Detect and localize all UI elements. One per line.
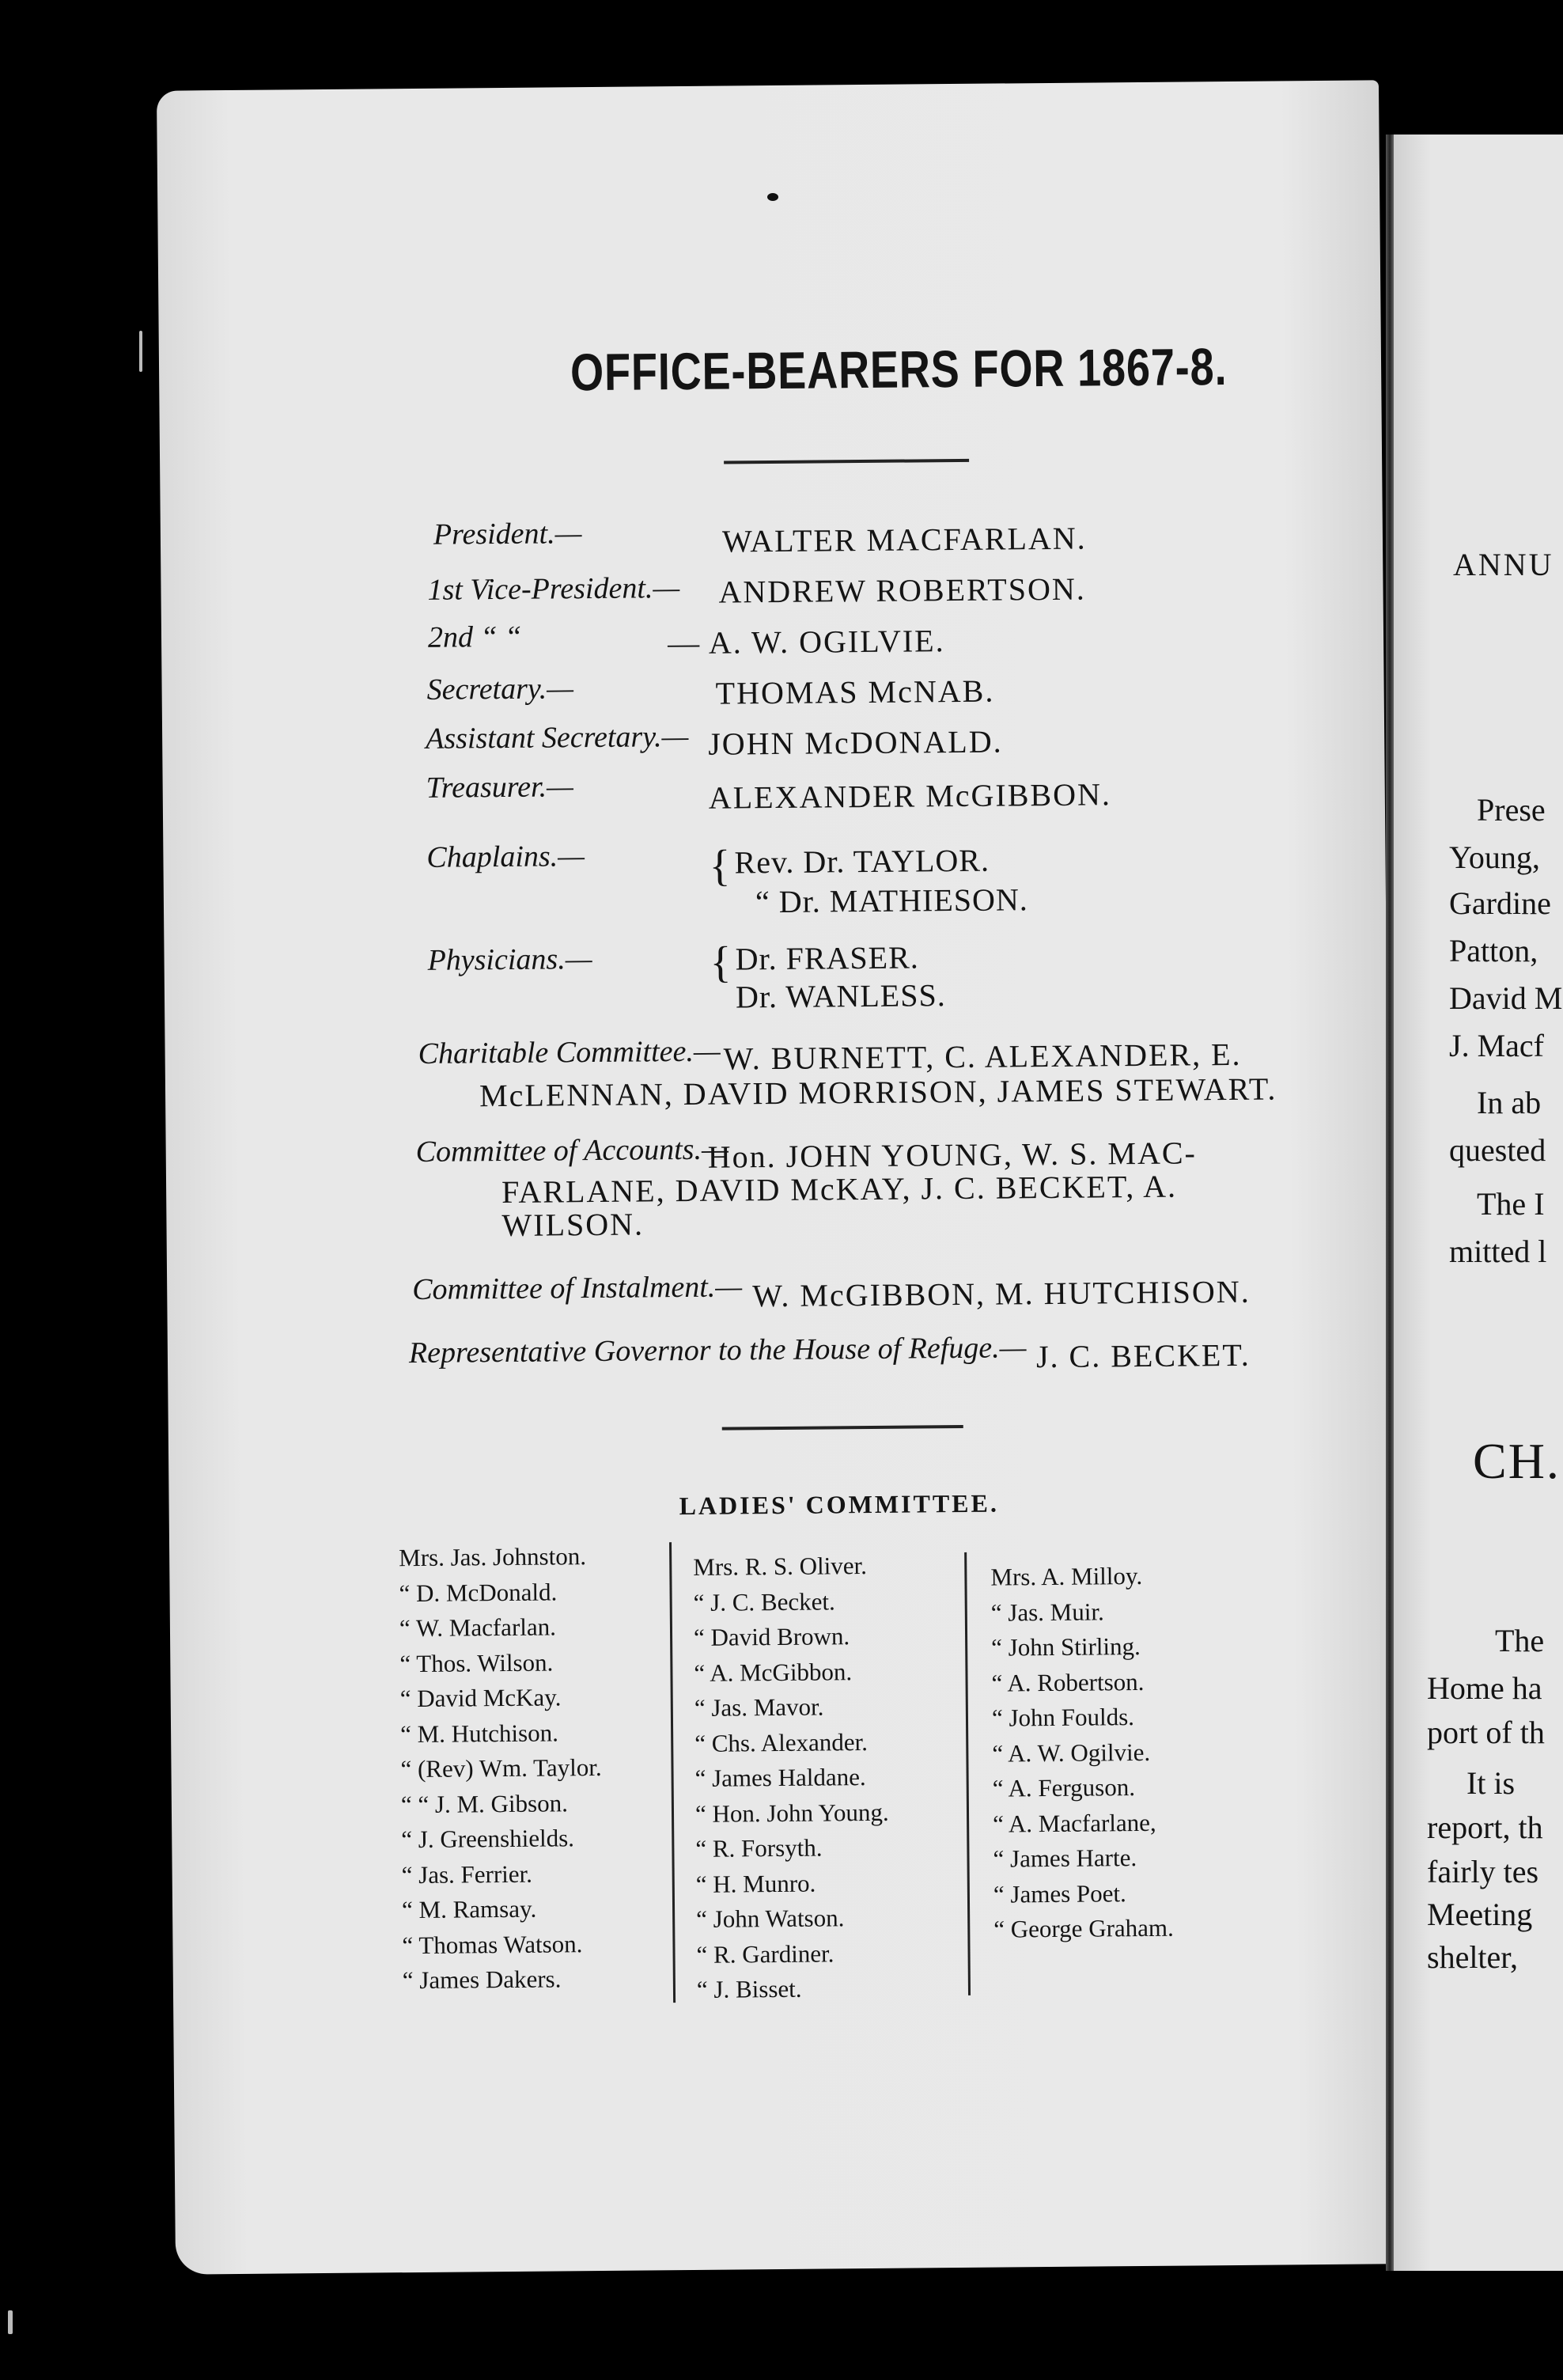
charitable-committee-label: Charitable Committee.—	[418, 1034, 721, 1071]
committee-member: “ Jas. Ferrier.	[401, 1859, 533, 1889]
page-gutter	[1386, 135, 1394, 2271]
representative-governor-name: J. C. BECKET.	[1035, 1336, 1251, 1375]
chaplains-brace: {	[709, 841, 731, 891]
column-divider-1	[669, 1542, 676, 2003]
right-line-4: Patton,	[1449, 933, 1538, 968]
committee-member: Mrs. A. Milloy.	[990, 1561, 1143, 1591]
committee-member: “ James Dakers.	[402, 1965, 562, 1995]
committee-member: “ J. Greenshields.	[401, 1824, 575, 1854]
right-line-17: Meeting	[1427, 1897, 1533, 1932]
representative-governor-label: Representative Governor to the House of Refuge.—	[408, 1331, 1027, 1370]
committee-member: “ James Poet.	[993, 1878, 1126, 1908]
committee-member: “ M. Hutchison.	[399, 1718, 559, 1748]
committee-member: “ M. Ramsay.	[401, 1894, 537, 1924]
right-line-8: quested	[1449, 1132, 1546, 1168]
committee-member: “ R. Gardiner.	[696, 1938, 834, 1969]
treasurer-label: Treasurer.—	[426, 770, 574, 805]
ladies-committee-column-1	[399, 1539, 604, 1999]
charitable-committee-line2: McLENNAN, DAVID MORRISON, JAMES STEWART.	[479, 1071, 1277, 1114]
chaplain-1: Rev. Dr. TAYLOR.	[734, 842, 990, 881]
committee-member: “ J. Bisset.	[696, 1974, 802, 2003]
committee-member: “ W. Macfarlan.	[399, 1613, 557, 1643]
committee-member: “ Chs. Alexander.	[694, 1727, 869, 1757]
secretary-label: Secretary.—	[426, 672, 574, 707]
ladies-committee-column-3	[990, 1559, 1174, 1947]
committee-member: “ A. Ferguson.	[992, 1773, 1136, 1802]
committee-member: “ John Watson.	[696, 1904, 845, 1933]
chaplain-2: “ Dr. MATHIESON.	[755, 881, 1029, 920]
right-line-5: David M	[1449, 980, 1563, 1016]
ladies-committee-heading: LADIES' COMMITTEE.	[679, 1488, 1000, 1521]
vice-president-1-name: ANDREW ROBERTSON.	[718, 570, 1086, 610]
committee-member: “ A. Macfarlane,	[992, 1808, 1156, 1838]
committee-member: “ Jas. Muir.	[990, 1597, 1104, 1627]
physicians-label: Physicians.—	[427, 942, 592, 977]
president-name: WALTER MACFARLAN.	[721, 520, 1087, 559]
committee-member: “ David McKay.	[399, 1683, 562, 1713]
committee-member: “ H. Munro.	[695, 1869, 816, 1898]
right-line-15: report, th	[1427, 1810, 1543, 1845]
committee-member: Mrs. Jas. Johnston.	[399, 1542, 587, 1572]
instalment-committee-members: W. McGIBBON, M. HUTCHISON.	[752, 1273, 1251, 1314]
physicians-brace: {	[710, 938, 732, 987]
right-line-3: Gardine	[1449, 885, 1551, 921]
committee-member: “ James Harte.	[993, 1844, 1137, 1873]
accounts-committee-label: Committee of Accounts.—	[415, 1132, 729, 1169]
accounts-committee-line2: FARLANE, DAVID McKAY, J. C. BECKET, A.	[501, 1168, 1178, 1211]
left-page	[157, 80, 1398, 2274]
right-line-13: port of th	[1427, 1715, 1545, 1750]
vice-president-1-label: 1st Vice-President.—	[427, 571, 680, 607]
committee-member: “ John Foulds.	[991, 1703, 1135, 1732]
right-line-9: The I	[1477, 1186, 1545, 1222]
right-line-2: Young,	[1449, 839, 1540, 875]
committee-member: “ A. Robertson.	[991, 1667, 1145, 1697]
right-line-12: Home ha	[1427, 1670, 1542, 1706]
committee-member: “ J. C. Becket.	[693, 1586, 835, 1616]
right-page	[1394, 135, 1563, 2271]
committee-member: “ Thomas Watson.	[402, 1929, 583, 1959]
right-line-1: Prese	[1477, 792, 1546, 828]
committee-member: “ (Rev) Wm. Taylor.	[400, 1753, 602, 1783]
instalment-committee-label: Committee of Instalment.—	[412, 1270, 743, 1307]
vice-president-2-name: — A. W. OGILVIE.	[667, 623, 945, 661]
treasurer-name: ALEXANDER McGIBBON.	[708, 776, 1112, 816]
chaplains-label: Chaplains.—	[426, 839, 585, 874]
committee-member: “ A. McGibbon.	[694, 1657, 853, 1687]
committee-member: “ David Brown.	[693, 1622, 850, 1651]
accounts-committee-line3: WILSON.	[501, 1206, 645, 1244]
committee-member: “ Thos. Wilson.	[399, 1647, 554, 1677]
committee-member: “ George Graham.	[993, 1913, 1174, 1943]
committee-member: “ James Haldane.	[694, 1763, 866, 1792]
committee-member: “ Hon. John Young.	[694, 1798, 889, 1828]
committee-member: “ D. McDonald.	[399, 1577, 558, 1607]
physician-1: Dr. FRASER.	[735, 939, 919, 977]
assistant-secretary-name: JOHN McDONALD.	[708, 723, 1003, 762]
charitable-committee-line1: W. BURNETT, C. ALEXANDER, E.	[723, 1036, 1242, 1077]
right-line-7: In ab	[1477, 1085, 1542, 1120]
right-line-18: shelter,	[1427, 1939, 1519, 1975]
physician-2: Dr. WANLESS.	[735, 977, 946, 1015]
committee-member: “ John Stirling.	[991, 1632, 1141, 1662]
column-divider-2	[964, 1552, 971, 1995]
ladies-committee-column-2	[693, 1548, 891, 2008]
right-heading-2: CH.	[1473, 1433, 1561, 1489]
vice-president-2-label: 2nd “ “	[427, 620, 522, 654]
committee-member: “ “ J. M. Gibson.	[400, 1788, 569, 1818]
dust-speck	[8, 2310, 13, 2334]
committee-member: “ R. Forsyth.	[695, 1833, 823, 1863]
accounts-committee-line1: Hon. JOHN YOUNG, W. S. MAC-	[707, 1135, 1198, 1175]
right-line-6: J. Macf	[1449, 1028, 1544, 1063]
president-label: President.—	[433, 517, 582, 551]
section-rule	[722, 1425, 963, 1431]
secretary-name: THOMAS McNAB.	[715, 673, 995, 711]
committee-member: “ Jas. Mavor.	[694, 1692, 824, 1722]
right-line-16: fairly tes	[1427, 1854, 1539, 1889]
page-title: OFFICE-BEARERS FOR 1867-8.	[570, 336, 1228, 402]
committee-member: Mrs. R. S. Oliver.	[693, 1552, 868, 1581]
assistant-secretary-label: Assistant Secretary.—	[425, 719, 689, 756]
right-line-11: The	[1495, 1623, 1545, 1658]
right-line-14: It is	[1466, 1765, 1516, 1801]
dust-speck	[767, 193, 778, 201]
committee-member: “ A. W. Ogilvie.	[992, 1738, 1151, 1768]
right-heading-1: ANNU	[1453, 547, 1554, 582]
right-line-10: mitted l	[1449, 1234, 1547, 1269]
dust-speck	[139, 331, 142, 372]
title-rule	[724, 459, 969, 464]
